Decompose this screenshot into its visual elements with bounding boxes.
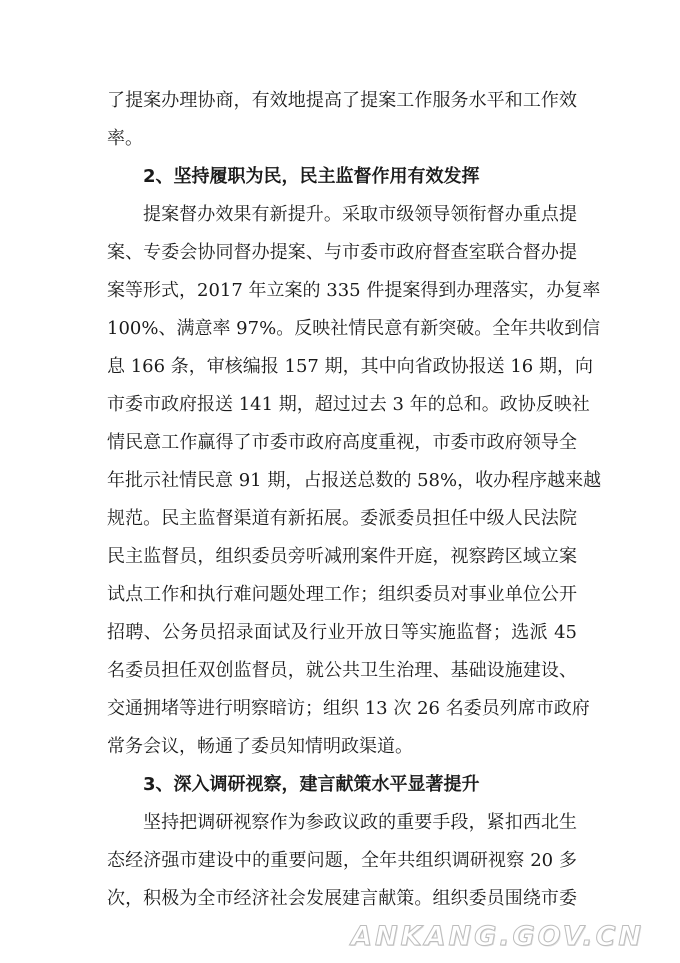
- section-3-line: 次，积极为全市经济社会发展建言献策。组织委员围绕市委: [107, 888, 577, 909]
- section-2-line: 规范。民主监督渠道有新拓展。委派委员担任中级人民法院: [107, 508, 577, 529]
- section-2-line: 提案督办效果有新提升。采取市级领导领衔督办重点提: [143, 204, 577, 225]
- section-2-line: 息 166 条，审核编报 157 期，其中向省政协报送 16 期，向: [107, 356, 593, 377]
- section-2-line: 案等形式，2017 年立案的 335 件提案得到办理落实，办复率: [107, 280, 601, 301]
- section-2-line: 案、专委会协同督办提案、与市委市政府督查室联合督办提: [107, 242, 577, 263]
- section-2-line: 年批示社情民意 91 期，占报送总数的 58%，收办程序越来越: [107, 470, 602, 491]
- section-3-line: 坚持把调研视察作为参政议政的重要手段，紧扣西北生: [143, 812, 577, 833]
- section-2-line: 100%、满意率 97%。反映社情民意有新突破。全年共收到信: [107, 318, 601, 339]
- section-3-heading: 3、深入调研视察，建言献策水平显著提升: [143, 774, 480, 795]
- section-2-line: 招聘、公务员招录面试及行业开放日等实施监督；选派 45: [107, 622, 577, 643]
- section-3-line: 态经济强市建设中的重要问题，全年共组织调研视察 20 多: [107, 850, 577, 871]
- section-2-line: 民主监督员，组织委员旁听减刑案件开庭，视察跨区域立案: [107, 546, 577, 567]
- section-2-line: 名委员担任双创监督员，就公共卫生治理、基础设施建设、: [107, 660, 577, 681]
- section-2-line: 常务会议，畅通了委员知情明政渠道。: [107, 736, 413, 757]
- section-2-heading: 2、坚持履职为民，民主监督作用有效发挥: [143, 166, 480, 187]
- intro-line-1: 了提案办理协商，有效地提高了提案工作服务水平和工作效: [107, 90, 577, 111]
- section-2-line: 试点工作和执行难问题处理工作；组织委员对事业单位公开: [107, 584, 577, 605]
- site-watermark: ANKANG.GOV.CN: [351, 921, 644, 952]
- section-2-line: 交通拥堵等进行明察暗访；组织 13 次 26 名委员列席市政府: [107, 698, 590, 719]
- section-2-line: 市委市政府报送 141 期，超过过去 3 年的总和。政协反映社: [107, 394, 590, 415]
- intro-line-2: 率。: [107, 128, 143, 149]
- section-2-line: 情民意工作赢得了市委市政府高度重视，市委市政府领导全: [107, 432, 577, 453]
